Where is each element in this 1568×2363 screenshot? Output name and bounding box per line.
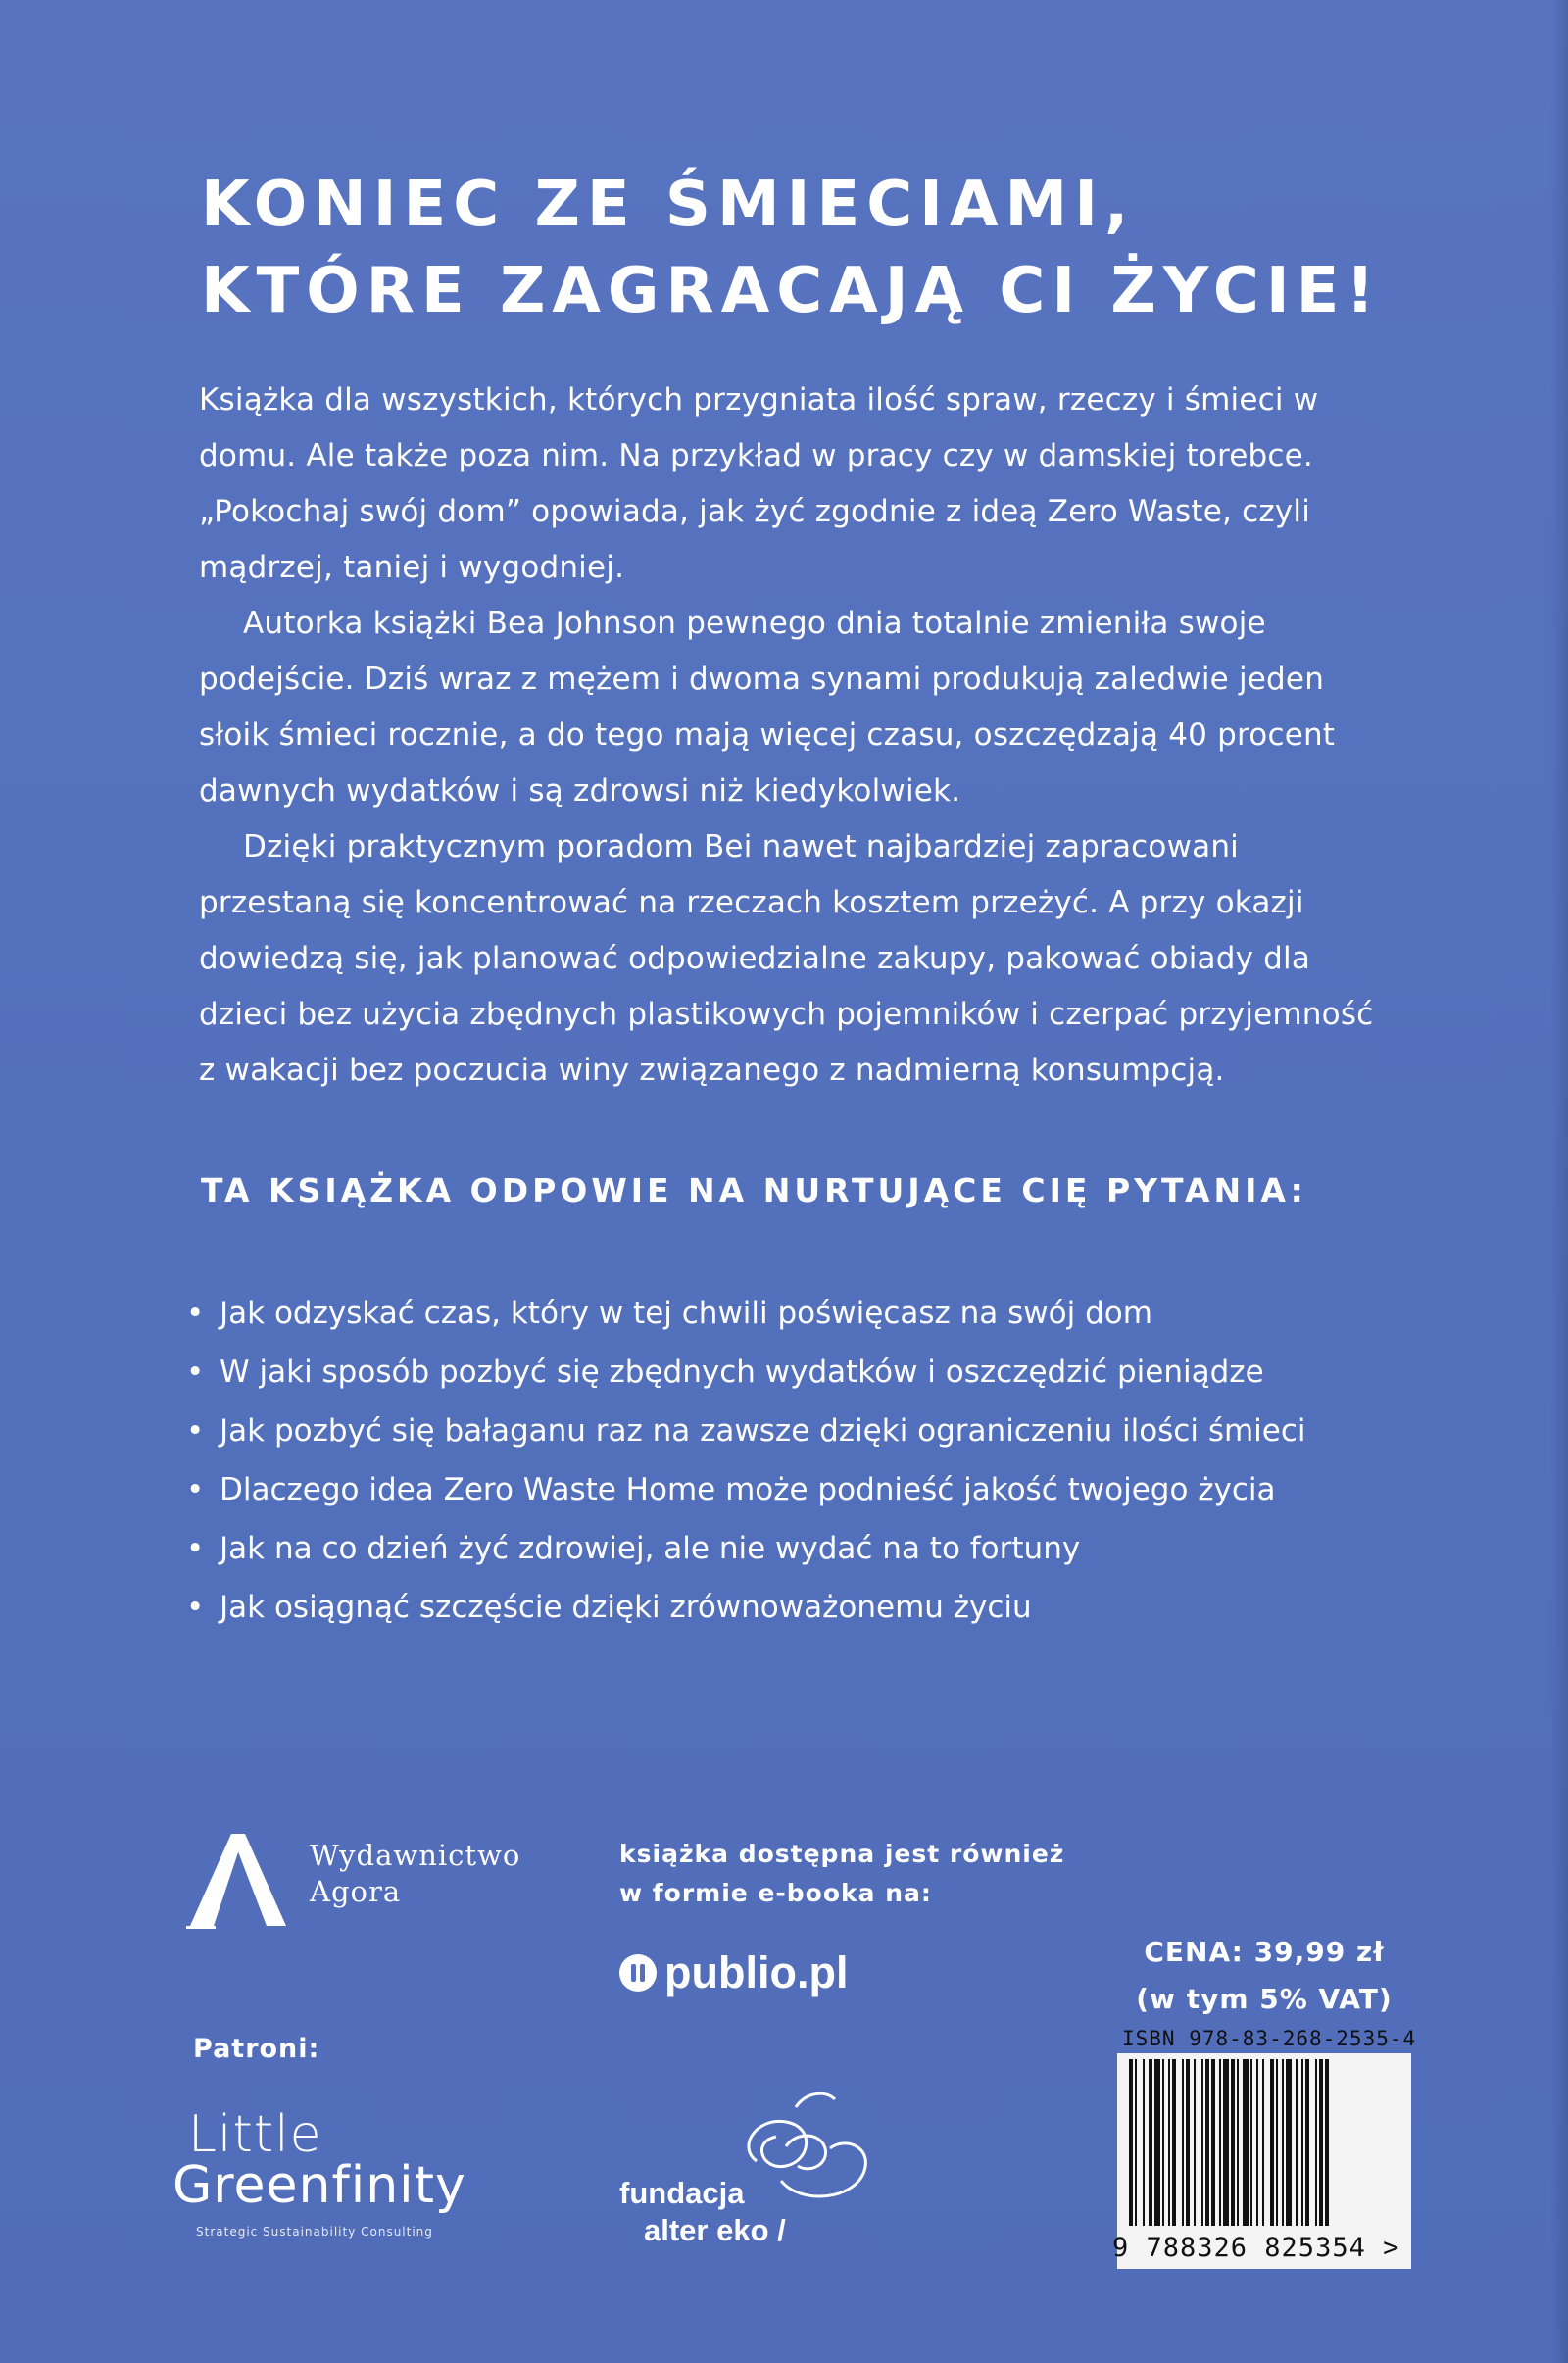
- list-item: • Jak odzyskać czas, który w tej chwili poświęcasz na swój dom: [186, 1284, 1362, 1343]
- alter-eko-line-2: alter eko /: [644, 2213, 786, 2247]
- publisher-name-line-2: Agora: [310, 1875, 402, 1908]
- description: [199, 372, 1385, 1099]
- little-greenfinity-logo: [169, 2105, 541, 2252]
- barcode-digits: 9 788326 825354 >: [1112, 2233, 1400, 2263]
- list-item: • W jaki sposób pozbyć się zbędnych wydatków i oszczędzić pieniądze: [186, 1343, 1362, 1402]
- questions-list: [186, 1284, 1362, 1637]
- patrons-label: Patroni:: [193, 2034, 320, 2064]
- bullet-icon: •: [186, 1354, 205, 1390]
- ebook-line-1: książka dostępna jest również: [619, 1840, 1065, 1868]
- bullet-icon: •: [186, 1413, 205, 1449]
- bullet-icon: •: [186, 1531, 205, 1566]
- list-item: • Jak pozbyć się bałaganu raz na zawsze dzięki ograniczeniu ilości śmieci: [186, 1402, 1362, 1460]
- bullet-icon: •: [186, 1472, 205, 1507]
- headline-line-2: KTÓRE ZAGRACAJĄ CI ŻYCIE!: [201, 255, 1382, 327]
- description-paragraph-1: Książka dla wszystkich, których przygniata ilość spraw, rzeczy i śmieci w domu. Ale także poza nim. Na przykład w pracy czy w damskiej torebce. „Pokochaj swój dom” opowiada, jak żyć zgodnie z ideą Zero Waste, czyli mądrzej, taniej i wygodniej.: [199, 382, 1319, 585]
- description-paragraph-2: Autorka książki Bea Johnson pewnego dnia totalnie zmieniła swoje podejście. Dziś wraz z mężem i dwoma synami produkują zaledwie jeden słoik śmieci rocznie, a do tego mają więcej czasu, oszczędzają 40 procent dawnych wydatków i są zdrowsi niż kiedykolwiek.: [199, 606, 1336, 809]
- publisher-name-line-1: Wydawnictwo: [310, 1839, 521, 1872]
- ebook-line-2: w formie e-booka na:: [619, 1879, 932, 1907]
- ebook-info: [619, 1835, 1080, 1913]
- publio-logo: [619, 1944, 848, 2002]
- price-label: CENA: 39,99 zł: [1144, 1936, 1385, 1968]
- spine-shadow: [1550, 0, 1568, 2363]
- list-item: • Jak na co dzień żyć zdrowiej, ale nie wydać na to fortuny: [186, 1519, 1362, 1578]
- bullet-icon: •: [186, 1296, 205, 1331]
- list-item: • Jak osiągnąć szczęście dzięki zrównoważonemu życiu: [186, 1578, 1362, 1637]
- publisher-logo: [184, 1828, 596, 1936]
- price-box: [1117, 1929, 1411, 2023]
- agora-a-icon: [184, 1828, 292, 1936]
- little-greenfinity-tagline: Strategic Sustainability Consulting: [196, 2225, 433, 2239]
- little-greenfinity-line-2: Greenfinity: [172, 2156, 466, 2215]
- alter-eko-line-1: fundacja: [619, 2176, 745, 2210]
- barcode-icon: [1127, 2059, 1401, 2231]
- isbn-text: ISBN 978-83-268-2535-4: [1122, 2027, 1417, 2050]
- price-vat: (w tym 5% VAT): [1136, 1983, 1393, 2015]
- little-greenfinity-line-1: Little: [188, 2105, 322, 2164]
- list-item: • Dlaczego idea Zero Waste Home może podnieść jakość twojego życia: [186, 1460, 1362, 1519]
- headline-line-1: KONIEC ZE ŚMIECIAMI,: [201, 169, 1136, 241]
- alter-eko-swirl-icon: [727, 2088, 884, 2215]
- bullet-icon: •: [186, 1590, 205, 1625]
- publio-mark-icon: [619, 1954, 657, 1992]
- questions-heading: TA KSIĄŻKA ODPOWIE NA NURTUJĄCE CIĘ PYTANIA:: [201, 1171, 1307, 1209]
- description-paragraph-3: Dzięki praktycznym poradom Bei nawet najbardziej zapracowani przestaną się koncentrować na rzeczach kosztem przeżyć. A przy okazji dowiedzą się, jak planować odpowiedzialne zakupy, pakować obiady dla dzieci bez użycia zbędnych plastikowych pojemników i czerpać przyjemność z wakacji bez poczucia winy związanego z nadmierną konsumpcją.: [199, 829, 1374, 1088]
- publio-store-name: publio.pl: [664, 1947, 849, 1997]
- alter-eko-logo: [619, 2088, 953, 2264]
- headline: [201, 162, 1426, 334]
